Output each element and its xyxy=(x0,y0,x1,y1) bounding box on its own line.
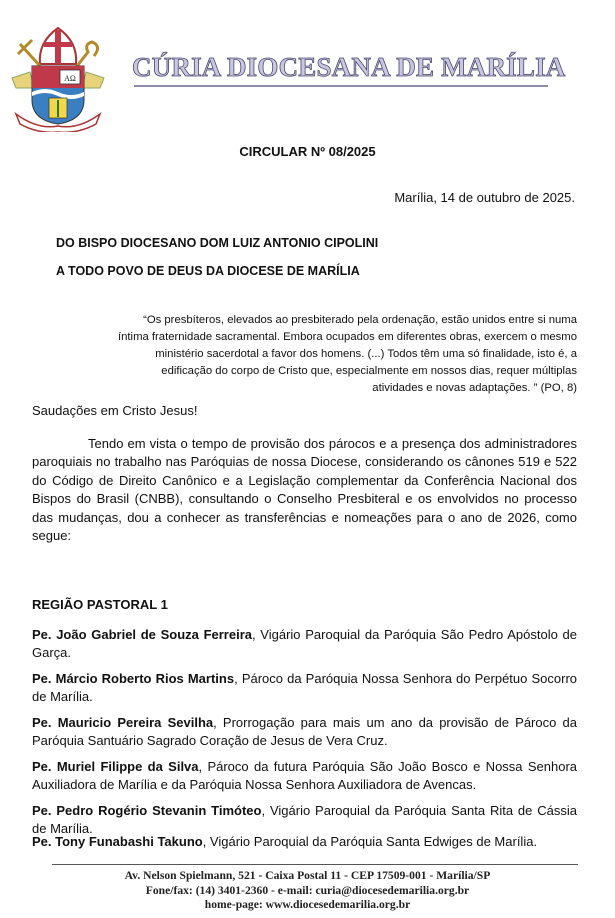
appointment-text: , Pároco da futura Paróquia São João Bosco e Nossa Senhora Auxiliadora de Marília e da Paróquia Nossa Senhora Auxiliadora de Avencas. xyxy=(32,759,577,793)
appointment-text: , Prorrogação para mais um ano da provisão de Pároco da Paróquia Santuário Sagrado Coração de Jesus de Vera Cruz. xyxy=(32,715,577,749)
appointment-text: , Vigário Paroquial da Paróquia São Pedro Apóstolo de Garça. xyxy=(32,627,577,661)
appointment-entry xyxy=(32,670,577,707)
epigraph-quote: “Os presbíteros, elevados ao presbiterado pela ordenação, estão unidos entre si numa íntima fraternidade sacramental. Embora ocupados em diferentes obras, exercem o mesmo ministério sacerdotal a favor dos homens. (...) Todos têm uma só finalidade, isto é, a edificação do corpo de Cristo que, especialmente em nossos dias, requer múltiplas atividades e novas adaptações. ” (PO, 8) xyxy=(118,314,577,394)
intro-paragraph: Tendo em vista o tempo de provisão dos párocos e a presença dos administradores paroquiais no trabalho nas Paróquias de nossa Diocese, considerando os cânones 519 e 522 do Código de Direito Canônico e a Legislação complementar da Conferência Nacional dos Bispos do Brasil (CNBB), consultando o Conselho Presbiteral e os envolvidos no processo das mudanças, dou a conhecer as transferências e nomeações para o ano de 2026, como segue: xyxy=(32,436,577,544)
region-heading: REGIÃO PASTORAL 1 xyxy=(32,597,168,612)
footer xyxy=(0,869,615,913)
footer-homepage: home-page: www.diocesedemarilia.org.br xyxy=(204,898,411,911)
priest-name: Pe. Muriel Filippe da Silva xyxy=(32,759,199,774)
brand-underline xyxy=(134,85,548,87)
priest-name: Pe. João Gabriel de Souza Ferreira xyxy=(32,627,252,642)
appointment-text: , Vigário Paroquial da Paróquia Santa Edwiges de Marília. xyxy=(202,834,538,849)
priest-name: Pe. Pedro Rogério Stevanin Timóteo xyxy=(32,803,262,818)
greeting: Saudações em Cristo Jesus! xyxy=(32,403,198,418)
sender-heading: DO BISPO DIOCESANO DOM LUIZ ANTONIO CIPOLINI xyxy=(56,236,379,250)
priest-name: Pe. Mauricio Pereira Sevilha xyxy=(32,715,214,730)
svg-text:AΩ: AΩ xyxy=(64,74,76,83)
appointment-text: , Vigário Paroquial da Paróquia Santa Rita de Cássia de Marília. xyxy=(32,803,578,837)
circular-date: Marília, 14 de outubro de 2025. xyxy=(394,190,575,205)
appointment-entry xyxy=(32,626,577,663)
priest-name: Pe. Márcio Roberto Rios Martins xyxy=(32,671,235,686)
footer-contact: Fone/fax: (14) 3401-2360 - e-mail: curia@diocesedemarilia.org.br xyxy=(145,883,470,897)
appointment-text: , Pároco da Paróquia Nossa Senhora do Perpétuo Socorro de Marília. xyxy=(32,671,578,705)
appointment-entry xyxy=(32,714,577,751)
footer-address: Av. Nelson Spielmann, 521 - Caixa Postal 11 - CEP 17509-001 - Marília/SP xyxy=(124,869,491,882)
brand-title: CÚRIA DIOCESANA DE MARÍLIA xyxy=(132,52,566,82)
appointment-entry xyxy=(32,833,577,851)
circular-title: CIRCULAR Nº 08/2025 xyxy=(239,144,376,159)
appointment-entry xyxy=(32,758,577,795)
footer-divider xyxy=(52,864,578,865)
diocese-coat-of-arms-logo xyxy=(8,22,108,132)
recipient-heading: A TODO POVO DE DEUS DA DIOCESE DE MARÍLIA xyxy=(56,264,360,278)
priest-name: Pe. Tony Funabashi Takuno xyxy=(32,834,203,849)
